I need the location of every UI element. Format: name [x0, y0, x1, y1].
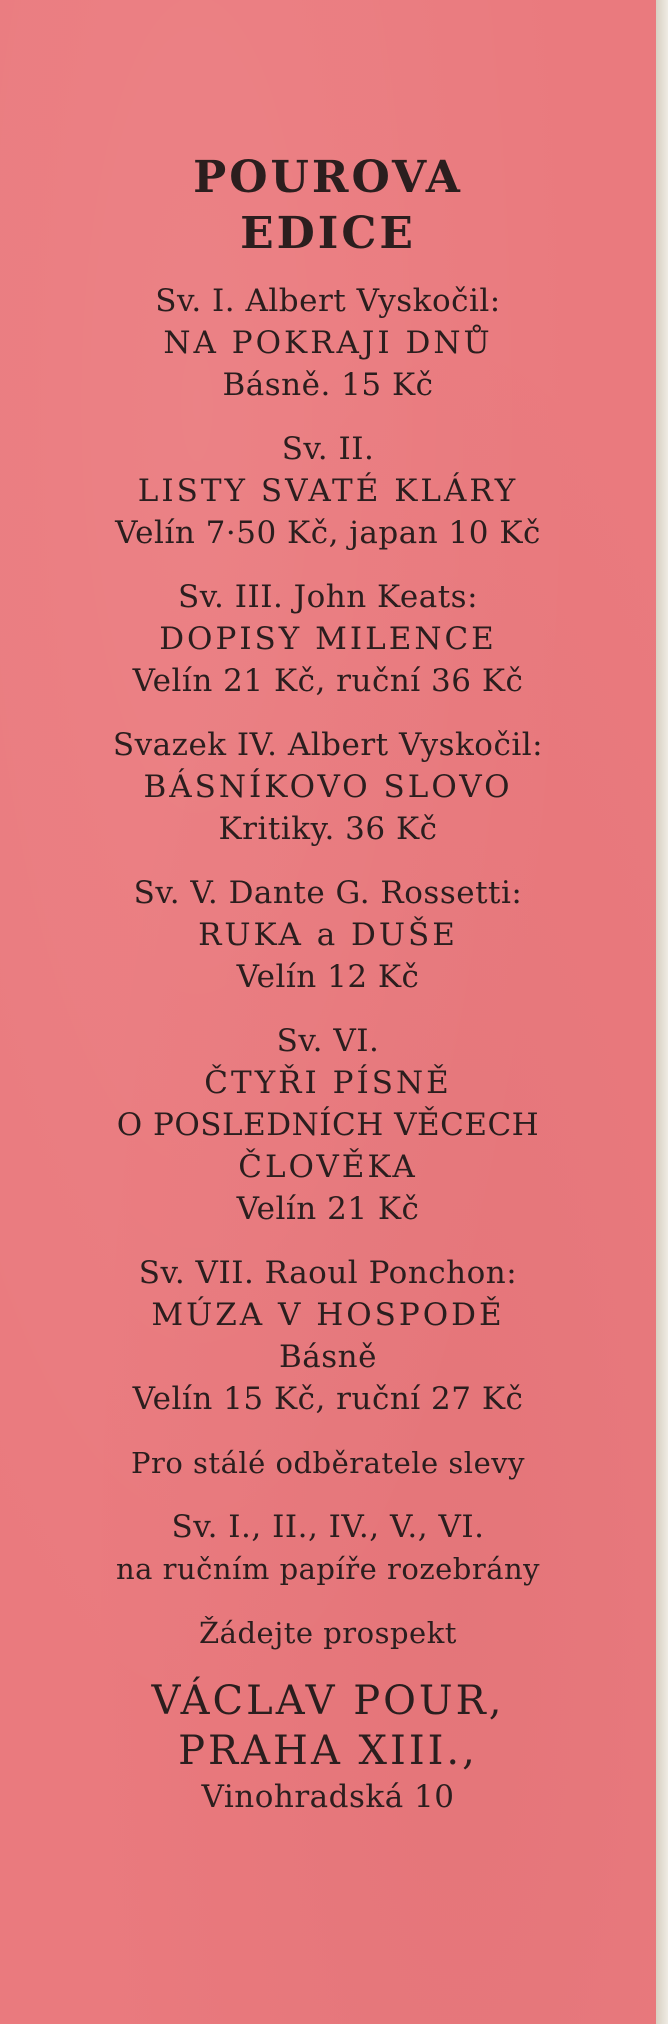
edition-title-line2: EDICE	[240, 208, 416, 259]
volume-price: Básně. 15 Kč	[222, 367, 434, 403]
soldout-text: na ručním papíře rozebrány	[115, 1552, 541, 1586]
volume-title: RUKA a DUŠE	[198, 917, 458, 953]
volume-number-author: Svazek IV. Albert Vyskočil:	[112, 727, 544, 763]
volume-price: Velín 21 Kč, ruční 36 Kč	[132, 663, 524, 699]
volume-number-author: Sv. II.	[281, 431, 375, 467]
volume-number-author: Sv. III. John Keats:	[177, 579, 479, 615]
volume-price: Velín 7·50 Kč, japan 10 Kč	[115, 515, 541, 551]
volume-price: Kritiky. 36 Kč	[218, 811, 438, 847]
volume-genre: Básně	[279, 1339, 377, 1375]
volume-price: Velín 12 Kč	[236, 959, 420, 995]
volume-price: Velín 15 Kč, ruční 27 Kč	[132, 1381, 524, 1417]
soldout-note	[0, 1506, 656, 1590]
volume-number-author: Sv. V. Dante G. Rossetti:	[133, 875, 523, 911]
volume-title: LISTY SVATÉ KLÁRY	[137, 473, 519, 509]
volume-title: ČTYŘI PÍSNĚ	[204, 1065, 452, 1101]
bookmark-content	[0, 150, 656, 1818]
volume-entry-7	[0, 1252, 656, 1420]
volume-title: BÁSNÍKOVO SLOVO	[143, 769, 513, 805]
subscribers-note	[0, 1442, 656, 1484]
edition-title	[0, 150, 656, 262]
volume-title-cont: O POSLEDNÍCH VĚCECH	[116, 1107, 540, 1143]
volume-price: Velín 21 Kč	[236, 1191, 420, 1227]
volume-entry-3	[0, 576, 656, 702]
prospectus-text: Žádejte prospekt	[199, 1616, 457, 1650]
volume-number-author: Sv. VII. Raoul Ponchon:	[138, 1255, 518, 1291]
publisher-block	[0, 1676, 656, 1818]
volume-entry-4	[0, 724, 656, 850]
volume-number-author: Sv. VI.	[276, 1023, 380, 1059]
subscribers-text: Pro stálé odběratele slevy	[131, 1446, 525, 1480]
volume-title: DOPISY MILENCE	[159, 621, 497, 657]
edition-title-line1: POUROVA	[193, 152, 463, 203]
volume-title: NA POKRAJI DNŮ	[163, 325, 493, 361]
paper-edge	[656, 0, 668, 2024]
volume-title-cont: ČLOVĚKA	[238, 1149, 418, 1185]
volume-entry-6	[0, 1020, 656, 1230]
publisher-city: PRAHA XIII.,	[178, 1728, 478, 1774]
publisher-address: Vinohradská 10	[201, 1779, 455, 1815]
volume-entry-1	[0, 280, 656, 406]
soldout-volumes: Sv. I., II., IV., V., VI.	[171, 1509, 485, 1545]
volume-number-author: Sv. I. Albert Vyskočil:	[155, 283, 501, 319]
volume-entry-2	[0, 428, 656, 554]
volume-title: MÚZA V HOSPODĚ	[151, 1297, 505, 1333]
prospectus-note	[0, 1612, 656, 1654]
publisher-name: VÁCLAV POUR,	[151, 1678, 505, 1724]
volume-entry-5	[0, 872, 656, 998]
